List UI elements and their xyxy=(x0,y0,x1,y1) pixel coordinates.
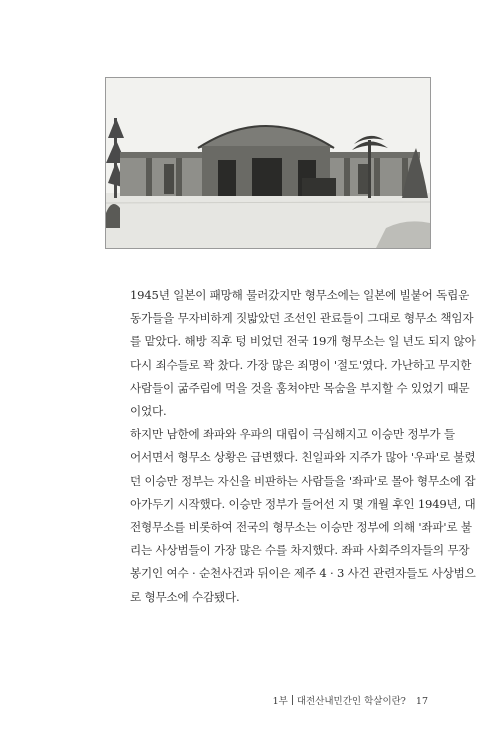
text-line: 로 형무소에 수감됐다. xyxy=(130,589,240,604)
text-line: 전형무소를 비롯하여 전국의 형무소는 이승만 정부에 의해 '좌파'로 불 xyxy=(130,520,472,535)
prison-photo xyxy=(105,77,431,249)
paragraph-1 xyxy=(118,284,476,423)
text-line: 1945년 일본이 패망해 물러갔지만 형무소에는 일본에 빌붙어 독립운 xyxy=(130,288,470,302)
footer-chapter-title: 대전산내민간인 학살이란? xyxy=(296,696,406,707)
paragraph-2 xyxy=(118,423,476,609)
prison-building-illustration xyxy=(106,78,430,248)
text-line: 이었다. xyxy=(130,404,167,419)
text-line: 사람들이 굶주림에 먹을 것을 훔쳐야만 목숨을 부지할 수 있었기 때문 xyxy=(130,380,470,395)
text-line: 봉기인 여수 · 순천사건과 뒤이은 제주 4 · 3 사건 관련자들도 사상범으 xyxy=(130,566,476,581)
text-line: 동가들을 무자비하게 짓밟았던 조선인 관료들이 그대로 형무소 책임자 xyxy=(130,311,474,326)
body-text xyxy=(118,284,476,609)
text-line: 어서면서 형무소 상황은 급변했다. 친일파와 지주가 많아 '우파'로 불렸 xyxy=(130,450,476,465)
footer-part: 1부 xyxy=(272,696,288,707)
text-line: 를 맡았다. 해방 직후 텅 비었던 전국 19개 형무소는 일 년도 되지 않아 xyxy=(130,334,476,349)
text-line: 리는 사상범들이 가장 많은 수를 차지했다. 좌파 사회주의자들의 무장 xyxy=(130,543,470,558)
text-line: 하지만 남한에 좌파와 우파의 대립이 극심해지고 이승만 정부가 들 xyxy=(130,427,455,442)
footer-divider xyxy=(292,695,293,705)
text-line: 아가두기 시작했다. 이승만 정부가 들어선 지 몇 개월 후인 1949년, 대 xyxy=(130,496,476,511)
text-line: 다시 죄수들로 꽉 찼다. 가장 많은 죄명이 '절도'였다. 가난하고 무지한 xyxy=(130,357,472,372)
text-line: 던 이승만 정부는 자신을 비판하는 사람들을 '좌파'로 몰아 형무소에 잡 xyxy=(130,473,476,488)
page-footer xyxy=(273,693,428,707)
page-number: 17 xyxy=(415,696,428,707)
